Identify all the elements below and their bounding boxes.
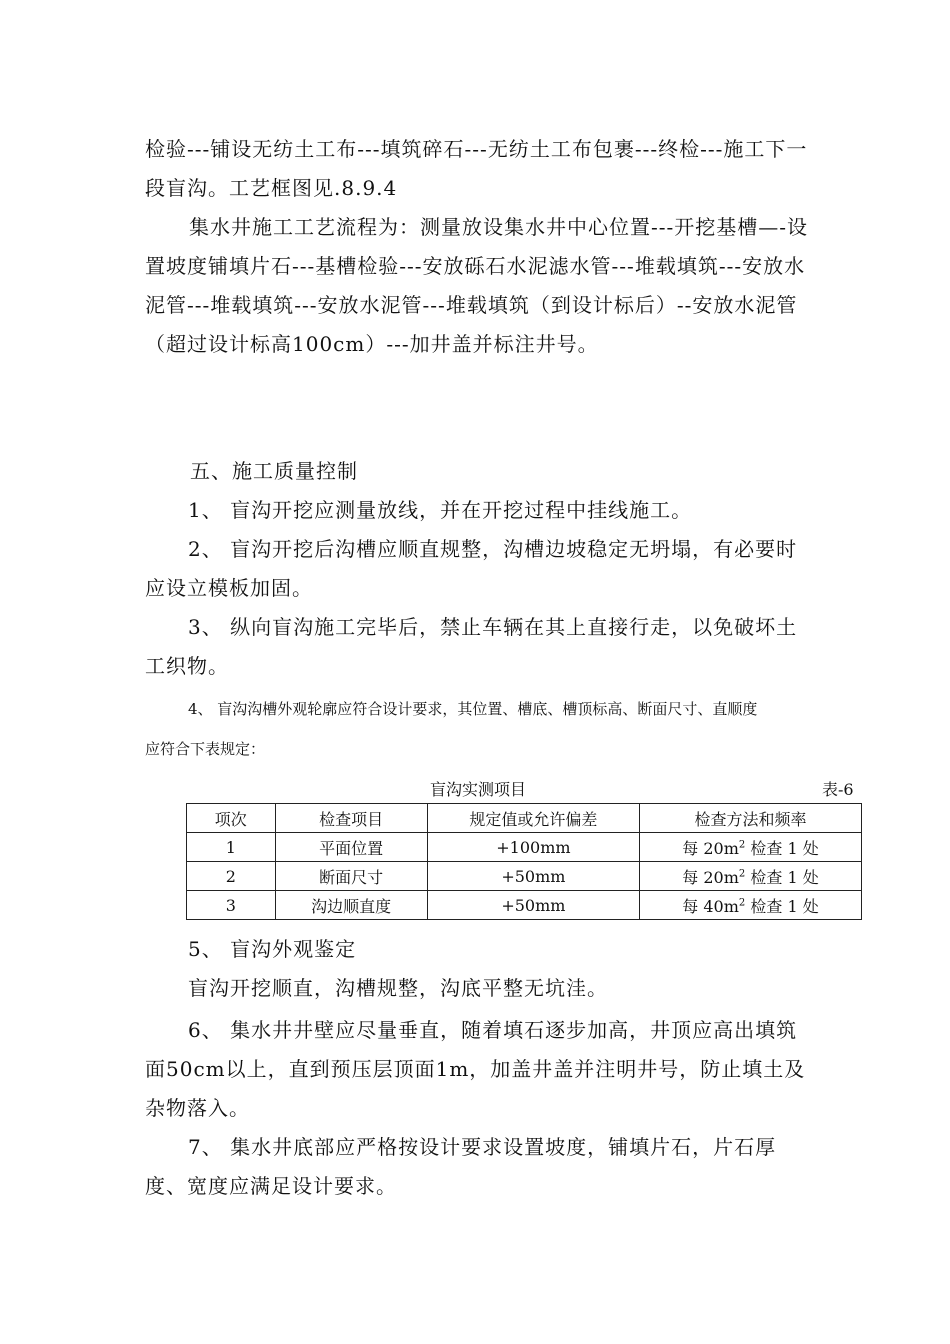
paragraph-blind-ditch-process: 检验---铺设无纺土工布---填筑碎石---无纺土工布包裹---终检---施工下一段盲沟。工艺框图见.8.9.4 xyxy=(145,137,808,200)
table-number: 表-6 xyxy=(822,780,854,799)
method-superscript: 2 xyxy=(738,868,746,880)
item-7: 7、 集水井底部应严格按设计要求设置坡度，铺填片石，片石厚度、宽度应满足设计要求。 xyxy=(145,1135,777,1198)
method-superscript: 2 xyxy=(738,839,746,851)
method-prefix: 每 20m xyxy=(682,838,739,858)
method-suffix: 检查 1 处 xyxy=(745,896,819,916)
cell-no: 1 xyxy=(187,833,276,862)
cell-item: 平面位置 xyxy=(275,833,427,862)
item-4-line-2: 应符合下表规定： xyxy=(145,740,266,758)
cell-tolerance: +100mm xyxy=(427,833,639,862)
method-suffix: 检查 1 处 xyxy=(745,838,819,858)
header-item: 检查项目 xyxy=(275,804,427,833)
table-row xyxy=(187,833,862,862)
item-5-body: 盲沟开挖顺直，沟槽规整，沟底平整无坑洼。 xyxy=(188,976,608,1000)
table-row xyxy=(187,862,862,891)
cell-item: 断面尺寸 xyxy=(275,862,427,891)
header-tolerance: 规定值或允许偏差 xyxy=(427,804,639,833)
cell-no: 2 xyxy=(187,862,276,891)
item-5: 5、 盲沟外观鉴定 xyxy=(188,937,357,961)
cell-method xyxy=(640,862,862,891)
table-header-row xyxy=(187,804,862,833)
method-prefix: 每 40m xyxy=(682,896,739,916)
method-suffix: 检查 1 处 xyxy=(745,867,819,887)
paragraph-sump-process: 集水井施工工艺流程为：测量放设集水井中心位置---开挖基槽—-设置坡度铺填片石---基槽检验---安放砾石水泥滤水管---堆载填筑---安放水泥管---堆载填筑---安放水泥管---堆载填筑（到设计标后）--安放水泥管（超过设计标高100cm）---加井盖并标注井号。 xyxy=(145,215,809,356)
inspection-table xyxy=(186,803,862,920)
cell-item: 沟边顺直度 xyxy=(275,891,427,920)
cell-method xyxy=(640,891,862,920)
section-heading: 五、施工质量控制 xyxy=(190,459,358,483)
header-method: 检查方法和频率 xyxy=(640,804,862,833)
cell-tolerance: +50mm xyxy=(427,891,639,920)
header-no: 项次 xyxy=(187,804,276,833)
cell-tolerance: +50mm xyxy=(427,862,639,891)
item-1: 1、 盲沟开挖应测量放线，并在开挖过程中挂线施工。 xyxy=(188,498,693,522)
table-title: 盲沟实测项目 xyxy=(430,780,527,799)
item-2: 2、 盲沟开挖后沟槽应顺直规整，沟槽边坡稳定无坍塌，有必要时应设立模板加固。 xyxy=(145,537,798,600)
cell-no: 3 xyxy=(187,891,276,920)
method-superscript: 2 xyxy=(738,897,746,909)
item-4-line-1: 4、 盲沟沟槽外观轮廓应符合设计要求，其位置、槽底、槽顶标高、断面尺寸、直顺度 xyxy=(188,700,758,718)
method-prefix: 每 20m xyxy=(682,867,739,887)
table-row xyxy=(187,891,862,920)
cell-method xyxy=(640,833,862,862)
item-3: 3、 纵向盲沟施工完毕后，禁止车辆在其上直接行走，以免破坏土工织物。 xyxy=(145,615,798,678)
item-6: 6、 集水井井壁应尽量垂直，随着填石逐步加高，井顶应高出填筑面50cm以上，直到预压层顶面1m，加盖井盖并注明井号，防止填土及杂物落入。 xyxy=(145,1018,806,1120)
